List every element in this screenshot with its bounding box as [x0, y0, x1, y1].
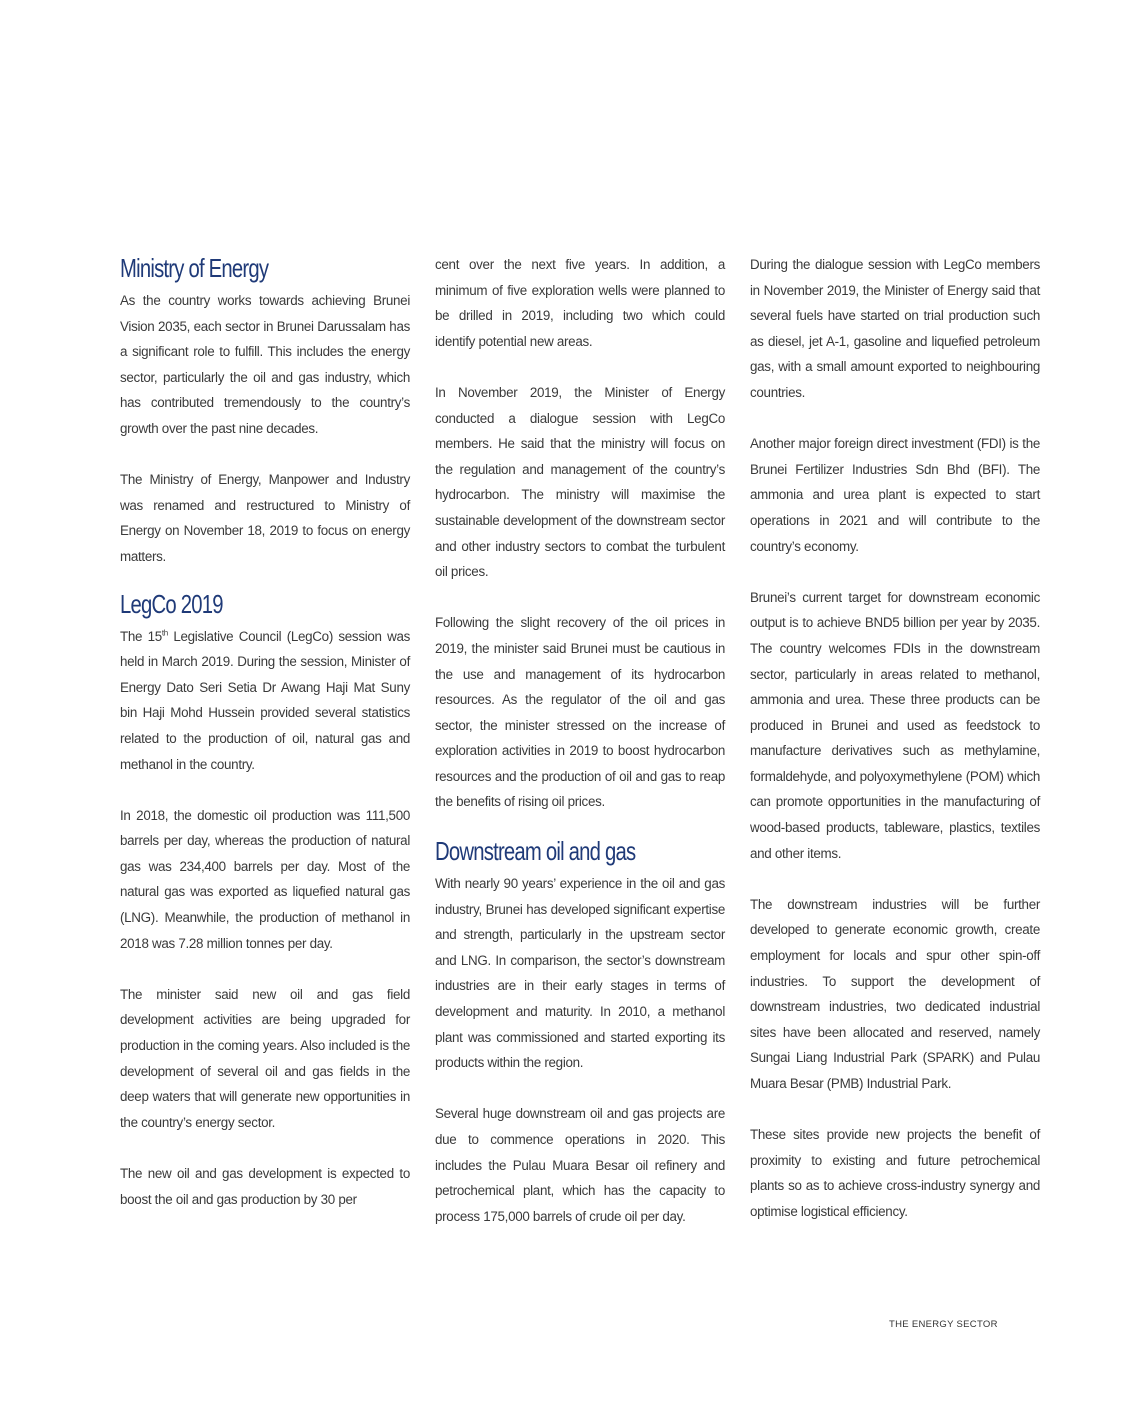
paragraph: As the country works towards achieving Brunei Vision 2035, each sector in Brunei Darussalam has a significant role to fulfill. This includes the energy sector, particularly the oil and gas industry, which has contributed tremendously to the country’s growth over the past nine decades. — [120, 293, 410, 436]
paragraph-text: The 15 — [120, 628, 162, 644]
paragraph: In 2018, the domestic oil production was 111,500 barrels per day, whereas the production of natural gas was 234,400 barrels per day. Most of the natural gas was exported as liquefied natural gas (LNG). Meanwhile, the production of methanol in 2018 was 7.28 million tonnes per day. — [120, 807, 410, 951]
column-left — [120, 252, 410, 1212]
paragraph: The Ministry of Energy, Manpower and Industry was renamed and restructured to Ministry of Energy on November 18, 2019 to focus on energy matters. — [120, 472, 410, 564]
paragraph-text: Legislative Council (LegCo) session was held in March 2019. During the session, Minister of Energy Dato Seri Setia Dr Awang Haji Mat Suny bin Haji Mohd Hussein provided several statistics related to the production of oil, natural gas and methanol in the country. — [120, 628, 410, 772]
paragraph: These sites provide new projects the benefit of proximity to existing and future petrochemical plants so as to achieve cross-industry synergy and optimise logistical efficiency. — [750, 1127, 1040, 1219]
paragraph: The downstream industries will be further developed to generate economic growth, create employment for locals and spur other spin-off industries. To support the development of downstream industries, two dedicated industrial sites have been allocated and reserved, namely Sungai Liang Industrial Park (SPARK) and Pulau Muara Besar (PMB) Industrial Park. — [750, 896, 1040, 1091]
section-heading-legco-2019: LegCo 2019 — [120, 588, 223, 619]
paragraph: The minister said new oil and gas field development activities are being upgraded for production in the coming years. Also included is the development of several oil and gas fields in the deep waters that will generate new opportunities in the country’s energy sector. — [120, 986, 410, 1130]
section-heading-ministry-of-energy: Ministry of Energy — [120, 253, 269, 283]
section-heading-downstream-oil-and-gas: Downstream oil and gas — [435, 836, 636, 867]
running-footer-section-label: THE ENERGY SECTOR — [889, 1319, 998, 1330]
paragraph: cent over the next five years. In addition, a minimum of five exploration wells were planned to be drilled in 2019, including two which could identify potential new areas. — [435, 257, 725, 349]
paragraph: With nearly 90 years’ experience in the oil and gas industry, Brunei has developed significant expertise and strength, particularly in the upstream sector and LNG. In comparison, the sector’s downstream industries are in their early stages in terms of development and maturity. In 2010, a methanol plant was commissioned and started exporting its products within the region. — [435, 876, 725, 1071]
ordinal-superscript: th — [161, 628, 168, 638]
paragraph: Another major foreign direct investment (FDI) is the Brunei Fertilizer Industries Sdn Bhd (BFI). The ammonia and urea plant is expected to start operations in 2021 and will contribute to the country’s economy. — [750, 436, 1040, 554]
paragraph: Brunei’s current target for downstream economic output is to achieve BND5 billion per year by 2035. The country welcomes FDIs in the downstream sector, particularly in areas related to methanol, ammonia and urea. These three products can be produced in Brunei and used as feedstock to manufacture derivatives such as methylamine, formaldehyde, and polyoxymethylene (POM) which can promote opportunities in the manufacturing of wood-based products, tableware, plastics, textiles and other items. — [750, 589, 1040, 861]
paragraph: Following the slight recovery of the oil prices in 2019, the minister said Brunei must be cautious in the use and management of its hydrocarbon resources. As the regulator of the oil and gas sector, the minister stressed on the increase of exploration activities in 2019 to boost hydrocarbon resources and the production of oil and gas to reap the benefits of rising oil prices. — [435, 615, 725, 810]
paragraph: The new oil and gas development is expected to boost the oil and gas production by 30 per — [120, 1166, 410, 1207]
paragraph: During the dialogue session with LegCo members in November 2019, the Minister of Energy said that several fuels have started on trial production such as diesel, jet A-1, gasoline and liquefied petroleum gas, with a small amount exported to neighbouring countries. — [750, 257, 1040, 400]
paragraph-legco-session — [120, 624, 410, 778]
column-right — [750, 252, 1040, 1225]
paragraph: Several huge downstream oil and gas projects are due to commence operations in 2020. This includes the Pulau Muara Besar oil refinery and petrochemical plant, which has the capacity to process 175,000 barrels of crude oil per day. — [435, 1106, 725, 1224]
paragraph: In November 2019, the Minister of Energy conducted a dialogue session with LegCo members. He said that the ministry will focus on the regulation and management of the country’s hydrocarbon. The ministry will maximise the sustainable development of the downstream sector and other industry sectors to combat the turbulent oil prices. — [435, 384, 725, 580]
column-middle — [435, 252, 725, 1229]
